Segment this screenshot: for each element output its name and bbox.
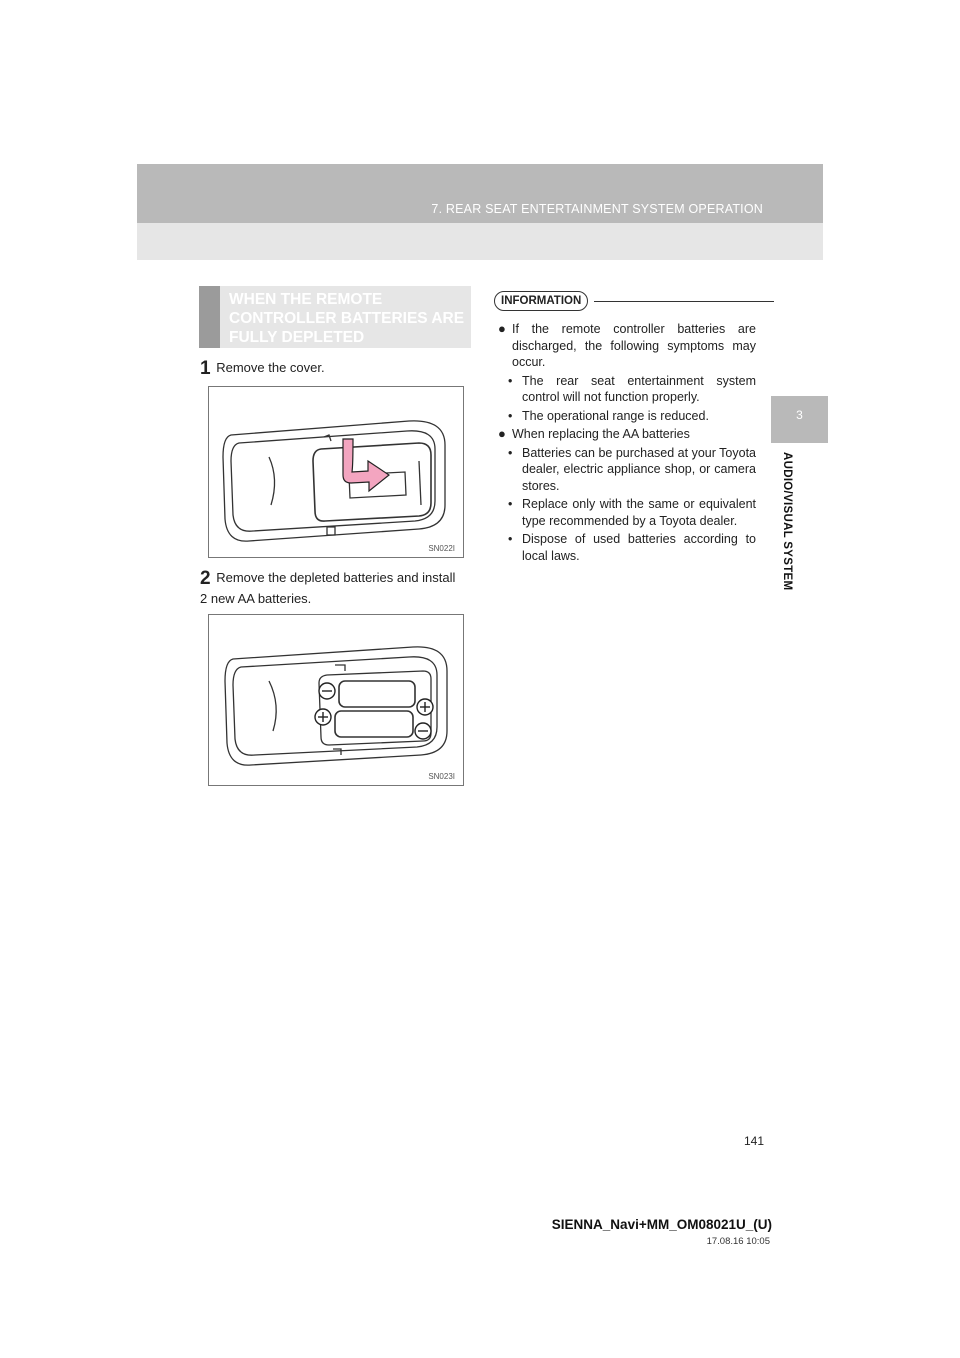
sub-bullet-mark: • — [508, 408, 513, 423]
remote-batteries-drawing — [209, 615, 463, 785]
step-text: Remove the depleted batteries and install 2 new AA batteries. — [200, 570, 456, 606]
sub-bullet-mark: • — [508, 373, 513, 388]
step-1 — [200, 358, 460, 379]
section-title: WHEN THE REMOTE CONTROLLER BATTERIES ARE FULLY DEPLETED — [229, 291, 465, 346]
bullet-dot-icon: ● — [498, 426, 506, 441]
information-header — [494, 291, 774, 311]
illustration-code: SN022I — [428, 544, 455, 553]
section-heading-bar — [199, 286, 220, 348]
step-text: Remove the cover. — [216, 360, 325, 375]
step-number: 2 — [200, 568, 211, 589]
info-bullet — [498, 321, 756, 371]
information-badge: INFORMATION — [494, 291, 588, 311]
illustration-remove-cover — [208, 386, 464, 558]
info-sub-text: The operational range is reduced. — [522, 408, 709, 423]
info-sub-item — [498, 496, 756, 529]
info-sub-item — [498, 531, 756, 564]
chapter-number: 3 — [796, 408, 803, 422]
bullet-dot-icon: ● — [498, 321, 506, 336]
chapter-side-label: AUDIO/VISUAL SYSTEM — [781, 452, 793, 591]
document-timestamp: 17.08.16 10:05 — [706, 1236, 770, 1247]
info-bullet-text: If the remote controller batteries are discharged, the following symptoms may occur. — [512, 322, 756, 369]
sub-bullet-mark: • — [508, 497, 513, 511]
remote-cover-drawing — [209, 387, 463, 557]
information-rule — [594, 301, 774, 302]
page-header — [137, 164, 823, 260]
chapter-title: 7. REAR SEAT ENTERTAINMENT SYSTEM OPERATION — [431, 202, 763, 216]
header-top-band — [137, 164, 823, 223]
info-sub-item — [498, 373, 756, 406]
step-2 — [200, 568, 464, 609]
info-bullet — [498, 426, 756, 443]
info-bullet-text: When replacing the AA batteries — [512, 427, 690, 441]
info-sub-item — [498, 445, 756, 495]
sub-bullet-mark: • — [508, 532, 513, 546]
illustration-install-batteries — [208, 614, 464, 786]
illustration-code: SN023I — [428, 772, 455, 781]
document-id: SIENNA_Navi+MM_OM08021U_(U) — [551, 1217, 772, 1232]
information-body — [498, 321, 756, 566]
section-heading — [199, 286, 471, 348]
info-sub-text: Batteries can be purchased at your Toyota dealer, electric appliance shop, or camera stores. — [522, 445, 756, 493]
step-number: 1 — [200, 358, 211, 379]
chapter-tab — [771, 396, 828, 443]
info-sub-text: Dispose of used batteries according to local laws. — [522, 532, 756, 563]
info-sub-item — [498, 408, 756, 425]
info-sub-text: The rear seat entertainment system control will not function properly. — [522, 373, 756, 404]
info-sub-text: Replace only with the same or equivalent type recommended by a Toyota dealer. — [522, 497, 756, 528]
page-number: 141 — [744, 1134, 765, 1148]
sub-bullet-mark: • — [508, 445, 513, 460]
